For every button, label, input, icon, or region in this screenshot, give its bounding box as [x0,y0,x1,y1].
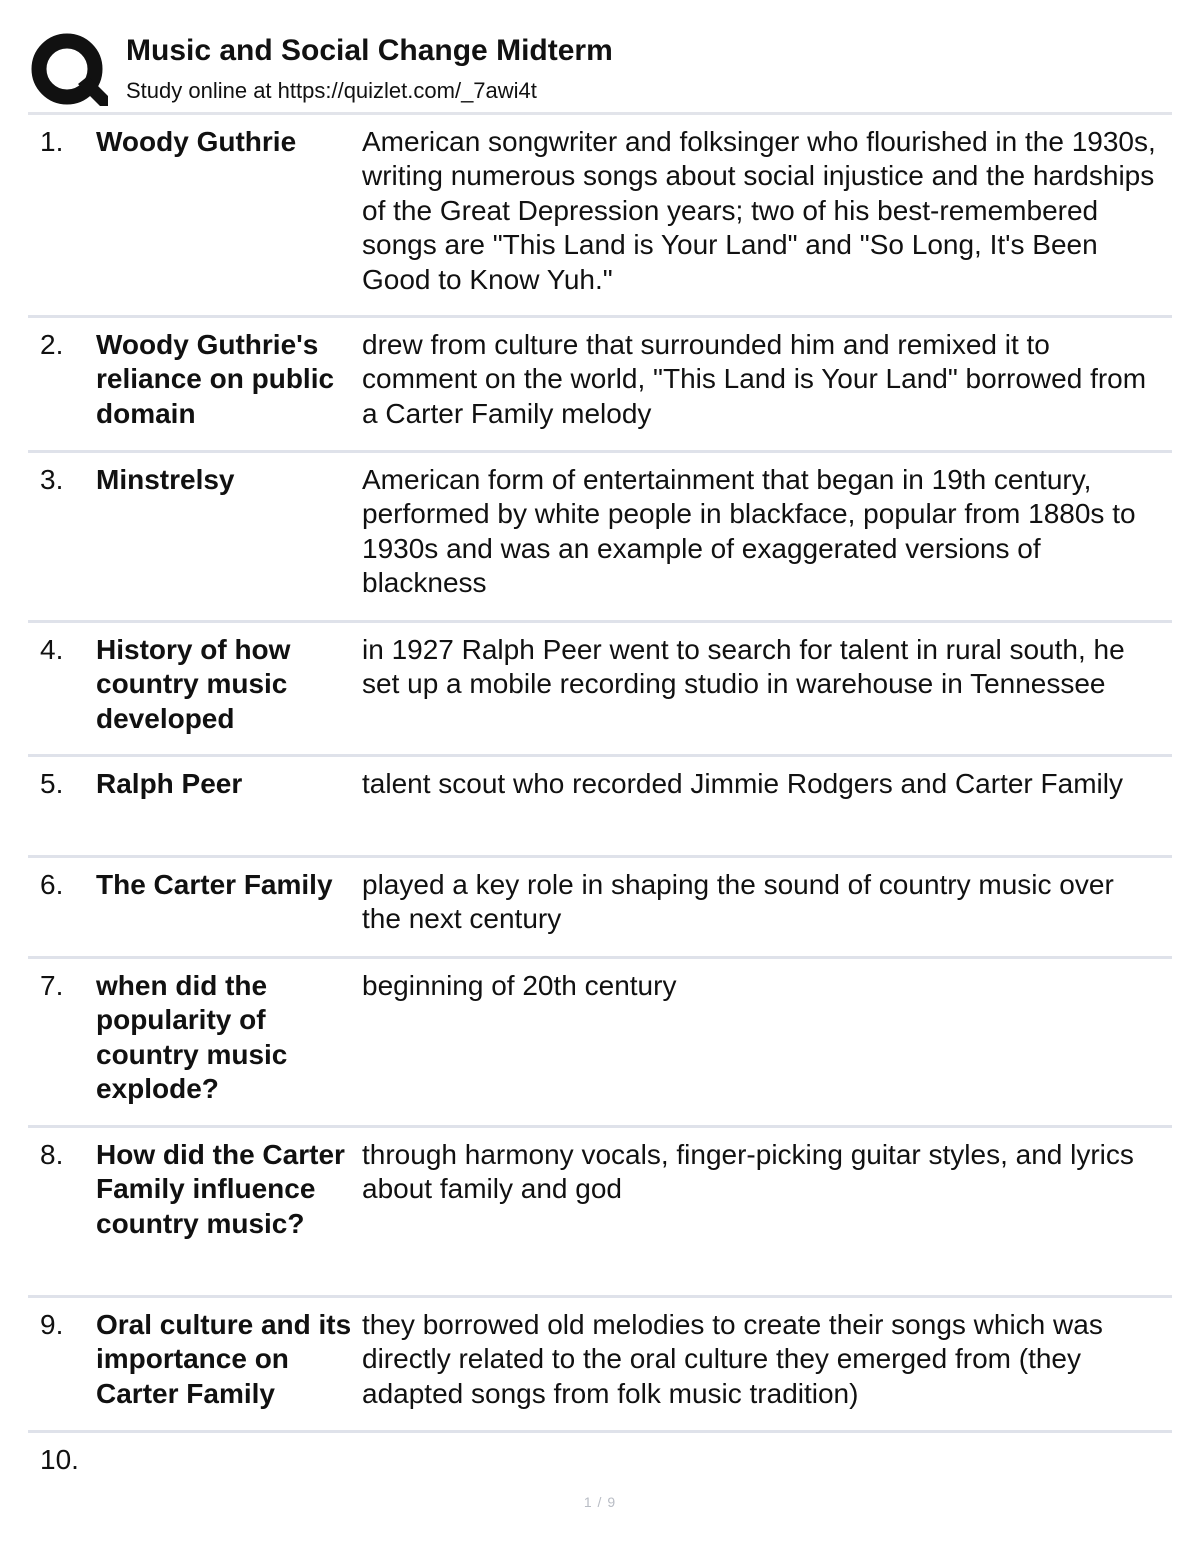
card-term: The Carter Family [96,869,333,900]
card-number: 3. [40,464,64,495]
card-term: Ralph Peer [96,768,243,799]
card-definition: in 1927 Ralph Peer went to search for talent in rural south, he set up a mobile recording studio in warehouse in Tennessee [362,634,1125,700]
card-term: Woody Guthrie's reliance on public domain [96,329,335,429]
card-term: History of how country music developed [96,634,291,734]
card-number: 8. [40,1139,64,1170]
card-definition [362,1443,1172,1483]
flashcard-row [28,757,1172,858]
flashcard-row [28,959,1172,1128]
card-term [96,1443,362,1483]
card-number: 1. [40,126,64,157]
flashcard-row [28,1298,1172,1433]
card-definition: drew from culture that surrounded him and remixed it to comment on the world, "This Land is Your Land" borrowed from a Carter Family melody [362,329,1147,429]
flashcard-row [28,858,1172,959]
flashcard-row [28,623,1172,757]
card-term: Minstrelsy [96,464,235,495]
card-number: 7. [40,970,64,1001]
flashcard-row [28,115,1172,318]
card-definition: American songwriter and folksinger who flourished in the 1930s, writing numerous songs about social injustice and the hardships of the Great Depression years; two of his best-remembered songs are "This Land is Your Land" and "So Long, It's Been Good to Know Yuh." [362,126,1156,295]
card-number: 9. [40,1309,64,1340]
page-indicator: 1 / 9 [583,1494,617,1510]
flashcard-row [28,1433,1172,1483]
flashcard-row [28,318,1172,453]
card-number: 6. [40,869,64,900]
card-definition: through harmony vocals, finger-picking guitar styles, and lyrics about family and god [362,1139,1134,1205]
card-definition: they borrowed old melodies to create their songs which was directly related to the oral culture they emerged from (they adapted songs from folk music tradition) [362,1309,1103,1409]
flashcard-row [28,453,1172,623]
flashcard-row [28,1128,1172,1298]
card-definition: beginning of 20th century [362,970,677,1001]
quizlet-q-logo-icon [30,32,108,110]
card-definition: American form of entertainment that began in 19th century, performed by white people in blackface, popular from 1880s to 1930s and was an example of exaggerated versions of blackness [362,464,1136,599]
card-number: 5. [40,768,64,799]
card-number: 2. [40,329,64,360]
card-number: 10. [40,1444,79,1475]
study-online-link[interactable]: Study online at https://quizlet.com/_7awi4t [126,78,537,103]
card-definition: talent scout who recorded Jimmie Rodgers and Carter Family [362,768,1123,799]
card-term: Oral culture and its importance on Carter Family [96,1309,352,1409]
page-header [28,28,1172,112]
card-term: How did the Carter Family influence country music? [96,1139,345,1239]
page-title: Music and Social Change Midterm [126,34,613,67]
card-term: Woody Guthrie [96,126,297,157]
card-definition: played a key role in shaping the sound of country music over the next century [362,869,1114,935]
flashcard-list [28,115,1172,1483]
card-number: 4. [40,634,64,665]
card-term: when did the popularity of country music explode? [96,970,288,1105]
